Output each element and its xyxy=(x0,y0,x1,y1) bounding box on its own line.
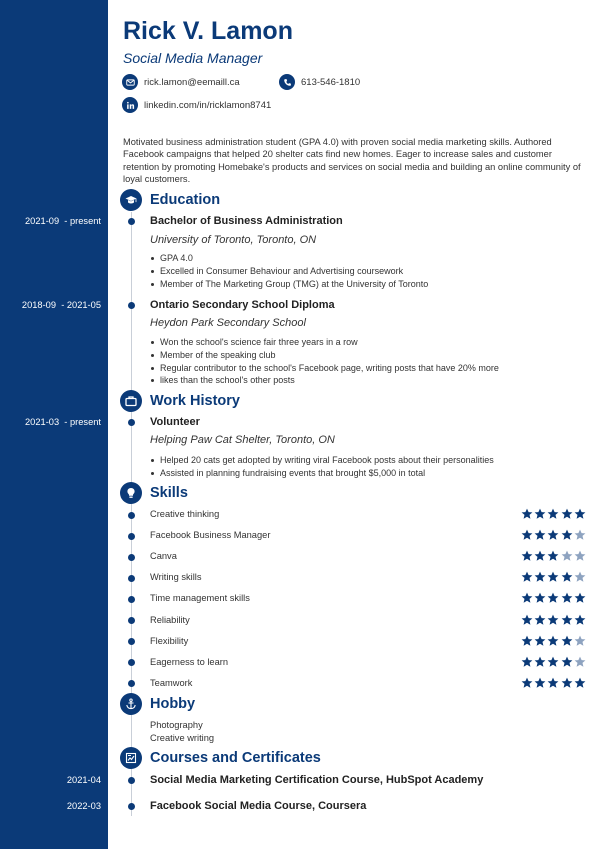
star-filled-icon xyxy=(521,677,533,689)
skill-name: Teamwork xyxy=(150,677,193,688)
skill-rating xyxy=(521,592,587,604)
timeline-dot xyxy=(128,638,135,645)
list-item: Member of the speaking club xyxy=(150,349,499,362)
star-filled-icon xyxy=(547,635,559,647)
star-filled-icon xyxy=(534,592,546,604)
degree-title-2: Ontario Secondary School Diploma xyxy=(150,299,335,311)
skill-rating xyxy=(521,656,587,668)
star-filled-icon xyxy=(534,614,546,626)
star-filled-icon xyxy=(521,550,533,562)
star-filled-icon xyxy=(561,508,573,520)
work-date-1: 2021-03 - present xyxy=(25,417,101,427)
timeline-dot xyxy=(128,803,135,810)
hobby-item: Photography xyxy=(150,720,203,730)
star-filled-icon xyxy=(521,656,533,668)
linkedin-text: linkedin.com/in/ricklamon8741 xyxy=(144,99,272,111)
timeline-dot xyxy=(128,533,135,540)
candidate-name: Rick V. Lamon xyxy=(123,17,293,45)
skill-name: Creative thinking xyxy=(150,509,220,519)
list-item: Assisted in planning fundraising events that brought $5,000 in total xyxy=(150,467,494,480)
list-item: Won the school's science fair three years in a row xyxy=(150,336,499,349)
course-title-2: Facebook Social Media Course, Coursera xyxy=(150,800,367,812)
skill-name: Canva xyxy=(150,551,177,562)
education-heading xyxy=(120,189,220,211)
list-item: likes than the school's other posts xyxy=(150,374,499,387)
star-filled-icon xyxy=(574,508,586,520)
course-title-1: Social Media Marketing Certification Course, HubSpot Academy xyxy=(150,774,484,786)
anchor-icon xyxy=(120,693,142,715)
star-filled-icon xyxy=(547,592,559,604)
briefcase-icon xyxy=(120,390,142,412)
star-filled-icon xyxy=(561,656,573,668)
work-history-title: Work History xyxy=(150,393,240,409)
school-name-1: University of Toronto, Toronto, ON xyxy=(150,234,317,246)
job-role-1: Volunteer xyxy=(150,416,200,428)
timeline-dot xyxy=(128,554,135,561)
hobby-heading xyxy=(120,693,195,715)
degree-title-1: Bachelor of Business Administration xyxy=(150,215,343,227)
star-filled-icon xyxy=(547,571,559,583)
star-filled-icon xyxy=(547,508,559,520)
star-filled-icon xyxy=(561,529,573,541)
employer-1: Helping Paw Cat Shelter, Toronto, ON xyxy=(150,434,335,446)
timeline-dot xyxy=(128,659,135,666)
star-filled-icon xyxy=(561,571,573,583)
hobby-item: Creative writing xyxy=(150,733,215,743)
star-filled-icon xyxy=(574,677,586,689)
star-filled-icon xyxy=(547,550,559,562)
education-date-1: 2021-09 - present xyxy=(25,216,101,226)
skill-name: Eagerness to learn xyxy=(150,656,229,667)
education-date-2: 2018-09 - 2021-05 xyxy=(21,300,101,310)
courses-heading xyxy=(120,747,321,769)
star-filled-icon xyxy=(561,635,573,647)
star-filled-icon xyxy=(534,529,546,541)
skill-rating xyxy=(521,529,587,541)
star-filled-icon xyxy=(547,656,559,668)
star-filled-icon xyxy=(534,635,546,647)
email-text: rick.lamon@eemaill.ca xyxy=(144,76,240,88)
star-filled-icon xyxy=(561,614,573,626)
list-item: Regular contributor to the school's Facebook page, writing posts that have 20% more xyxy=(150,362,499,375)
star-filled-icon xyxy=(534,571,546,583)
star-filled-icon xyxy=(574,614,586,626)
skill-name: Time management skills xyxy=(150,593,250,604)
work-history-heading xyxy=(120,390,240,412)
star-filled-icon xyxy=(534,508,546,520)
timeline-dot xyxy=(128,512,135,519)
skill-name: Flexibility xyxy=(150,635,189,646)
star-filled-icon xyxy=(521,508,533,520)
certificate-icon xyxy=(120,747,142,769)
email-contact[interactable] xyxy=(122,74,240,90)
star-filled-icon xyxy=(521,571,533,583)
hobby-title: Hobby xyxy=(150,696,196,712)
course-date-1: 2021-04 xyxy=(66,775,101,785)
profile-summary: Motivated business administration student (GPA 4.0) with proven social media marketing skills. Authored Facebook campaigns that helped 20 shelter cats find new homes. Eager to increase sales and customer retention by promoting Homebake's products and services on social media and building an online community of loyal customers. xyxy=(123,137,581,184)
list-item: Member of The Marketing Group (TMG) at the University of Toronto xyxy=(150,278,428,291)
timeline-dot xyxy=(128,419,135,426)
star-filled-icon xyxy=(521,529,533,541)
course-date-2: 2022-03 xyxy=(66,801,101,811)
graduation-cap-icon xyxy=(120,189,142,211)
star-filled-icon xyxy=(561,677,573,689)
skill-rating xyxy=(521,571,587,583)
star-filled-icon xyxy=(534,550,546,562)
skill-rating xyxy=(521,508,587,520)
email-icon xyxy=(122,74,138,90)
lightbulb-icon xyxy=(120,482,142,504)
courses-title: Courses and Certificates xyxy=(150,750,321,766)
star-filled-icon xyxy=(534,677,546,689)
timeline-dot xyxy=(128,302,135,309)
education-bullets-1 xyxy=(150,252,428,290)
job-title: Social Media Manager xyxy=(123,50,263,66)
timeline-dot xyxy=(128,575,135,582)
star-empty-icon xyxy=(574,571,586,583)
skill-rating xyxy=(521,550,587,562)
star-empty-icon xyxy=(574,550,586,562)
timeline-dot xyxy=(128,617,135,624)
star-empty-icon xyxy=(574,635,586,647)
skills-title: Skills xyxy=(150,485,188,501)
skill-name: Facebook Business Manager xyxy=(150,530,271,541)
phone-icon xyxy=(279,74,295,90)
star-filled-icon xyxy=(547,529,559,541)
list-item: Helped 20 cats get adopted by writing viral Facebook posts about their personalities xyxy=(150,454,494,467)
star-filled-icon xyxy=(561,592,573,604)
star-filled-icon xyxy=(521,592,533,604)
skill-rating xyxy=(521,677,587,689)
list-item: Excelled in Consumer Behaviour and Advertising coursework xyxy=(150,265,428,278)
timeline-dot xyxy=(128,218,135,225)
star-empty-icon xyxy=(574,656,586,668)
education-bullets-2 xyxy=(150,336,499,387)
star-empty-icon xyxy=(561,550,573,562)
star-filled-icon xyxy=(521,614,533,626)
education-title: Education xyxy=(150,192,221,208)
star-filled-icon xyxy=(534,656,546,668)
skills-heading xyxy=(120,482,188,504)
linkedin-icon xyxy=(122,97,138,113)
work-bullets-1 xyxy=(150,454,494,480)
skill-rating xyxy=(521,614,587,626)
star-filled-icon xyxy=(574,592,586,604)
star-empty-icon xyxy=(574,529,586,541)
star-filled-icon xyxy=(547,614,559,626)
star-filled-icon xyxy=(521,635,533,647)
phone-text: 613-546-1810 xyxy=(301,76,361,88)
star-filled-icon xyxy=(547,677,559,689)
skill-name: Writing skills xyxy=(150,572,202,583)
list-item: GPA 4.0 xyxy=(150,252,428,265)
skill-name: Reliability xyxy=(150,614,190,625)
school-name-2: Heydon Park Secondary School xyxy=(150,317,306,329)
phone-contact[interactable] xyxy=(279,74,360,90)
linkedin-contact[interactable] xyxy=(122,97,271,113)
skill-rating xyxy=(521,635,587,647)
timeline-dot xyxy=(128,777,135,784)
timeline-dot xyxy=(128,680,135,687)
timeline-dot xyxy=(128,596,135,603)
